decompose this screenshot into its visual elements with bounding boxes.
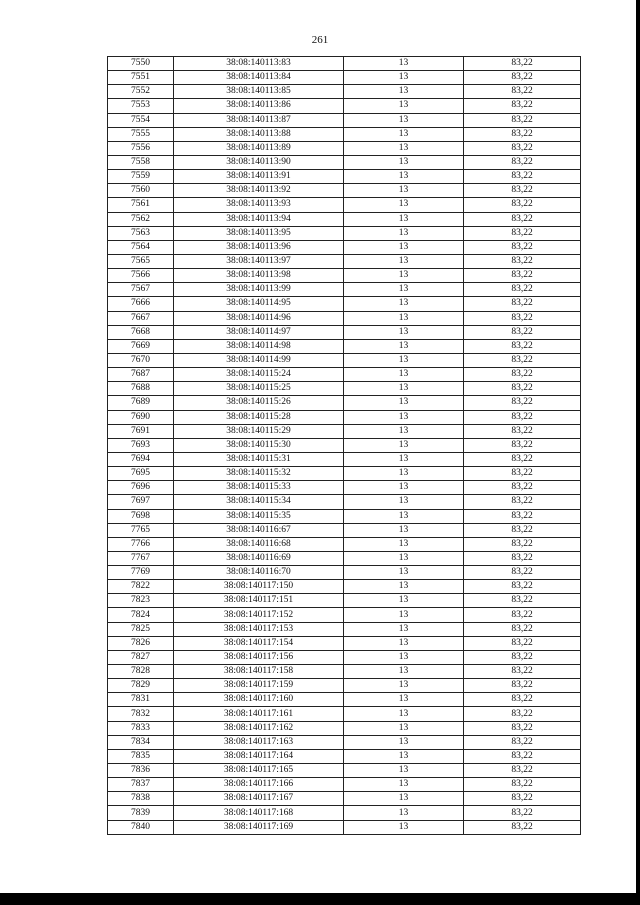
cadastral-number-cell: 38:08:140115:31 [174, 452, 344, 466]
count-cell: 13 [344, 99, 464, 113]
row-number-cell: 7668 [108, 325, 174, 339]
count-cell: 13 [344, 283, 464, 297]
table-row [108, 240, 581, 254]
row-number-cell: 7833 [108, 721, 174, 735]
area-cell: 83,22 [464, 184, 581, 198]
cadastral-number-cell: 38:08:140117:166 [174, 778, 344, 792]
table-row [108, 467, 581, 481]
row-number-cell: 7567 [108, 283, 174, 297]
area-cell: 83,22 [464, 636, 581, 650]
table-row [108, 283, 581, 297]
count-cell: 13 [344, 184, 464, 198]
cadastral-number-cell: 38:08:140116:68 [174, 537, 344, 551]
cadastral-number-cell: 38:08:140117:165 [174, 764, 344, 778]
area-cell: 83,22 [464, 778, 581, 792]
area-cell: 83,22 [464, 325, 581, 339]
table-row [108, 679, 581, 693]
table-row [108, 778, 581, 792]
table-row [108, 85, 581, 99]
count-cell: 13 [344, 551, 464, 565]
table-row [108, 382, 581, 396]
cadastral-number-cell: 38:08:140117:158 [174, 665, 344, 679]
row-number-cell: 7766 [108, 537, 174, 551]
area-cell: 83,22 [464, 495, 581, 509]
table-row [108, 438, 581, 452]
cadastral-number-cell: 38:08:140117:150 [174, 580, 344, 594]
area-cell: 83,22 [464, 382, 581, 396]
cadastral-number-cell: 38:08:140115:28 [174, 410, 344, 424]
area-cell: 83,22 [464, 311, 581, 325]
row-number-cell: 7835 [108, 749, 174, 763]
table-row [108, 566, 581, 580]
count-cell: 13 [344, 679, 464, 693]
cadastral-number-cell: 38:08:140115:25 [174, 382, 344, 396]
cadastral-number-cell: 38:08:140113:88 [174, 127, 344, 141]
table-row [108, 622, 581, 636]
count-cell: 13 [344, 438, 464, 452]
cadastral-number-cell: 38:08:140115:26 [174, 396, 344, 410]
area-cell: 83,22 [464, 594, 581, 608]
row-number-cell: 7829 [108, 679, 174, 693]
cadastral-number-cell: 38:08:140117:167 [174, 792, 344, 806]
count-cell: 13 [344, 71, 464, 85]
row-number-cell: 7562 [108, 212, 174, 226]
count-cell: 13 [344, 127, 464, 141]
cadastral-number-cell: 38:08:140113:99 [174, 283, 344, 297]
table-row [108, 509, 581, 523]
row-number-cell: 7695 [108, 467, 174, 481]
cadastral-number-cell: 38:08:140116:67 [174, 523, 344, 537]
cadastral-number-cell: 38:08:140115:29 [174, 424, 344, 438]
area-cell: 83,22 [464, 212, 581, 226]
cadastral-number-cell: 38:08:140114:98 [174, 339, 344, 353]
cadastral-number-cell: 38:08:140113:93 [174, 198, 344, 212]
count-cell: 13 [344, 113, 464, 127]
area-cell: 83,22 [464, 749, 581, 763]
area-cell: 83,22 [464, 155, 581, 169]
cadastral-number-cell: 38:08:140113:89 [174, 141, 344, 155]
cadastral-number-cell: 38:08:140113:92 [174, 184, 344, 198]
row-number-cell: 7839 [108, 806, 174, 820]
row-number-cell: 7555 [108, 127, 174, 141]
area-cell: 83,22 [464, 580, 581, 594]
count-cell: 13 [344, 396, 464, 410]
table-row [108, 452, 581, 466]
row-number-cell: 7825 [108, 622, 174, 636]
area-cell: 83,22 [464, 537, 581, 551]
count-cell: 13 [344, 481, 464, 495]
page-number: 261 [311, 34, 329, 46]
area-cell: 83,22 [464, 551, 581, 565]
scan-right-border [636, 0, 640, 905]
area-cell: 83,22 [464, 467, 581, 481]
row-number-cell: 7559 [108, 170, 174, 184]
area-cell: 83,22 [464, 721, 581, 735]
count-cell: 13 [344, 495, 464, 509]
cadastral-number-cell: 38:08:140117:160 [174, 693, 344, 707]
row-number-cell: 7670 [108, 353, 174, 367]
area-cell: 83,22 [464, 650, 581, 664]
table-row [108, 792, 581, 806]
count-cell: 13 [344, 764, 464, 778]
row-number-cell: 7690 [108, 410, 174, 424]
table-body [108, 57, 581, 835]
cadastral-number-cell: 38:08:140113:85 [174, 85, 344, 99]
count-cell: 13 [344, 240, 464, 254]
table-row [108, 297, 581, 311]
count-cell: 13 [344, 254, 464, 268]
table-row [108, 551, 581, 565]
count-cell: 13 [344, 523, 464, 537]
row-number-cell: 7767 [108, 551, 174, 565]
table-row [108, 764, 581, 778]
row-number-cell: 7687 [108, 368, 174, 382]
area-cell: 83,22 [464, 254, 581, 268]
table-row [108, 170, 581, 184]
area-cell: 83,22 [464, 523, 581, 537]
row-number-cell: 7666 [108, 297, 174, 311]
row-number-cell: 7667 [108, 311, 174, 325]
table-row [108, 311, 581, 325]
row-number-cell: 7823 [108, 594, 174, 608]
row-number-cell: 7838 [108, 792, 174, 806]
count-cell: 13 [344, 339, 464, 353]
count-cell: 13 [344, 170, 464, 184]
count-cell: 13 [344, 608, 464, 622]
count-cell: 13 [344, 735, 464, 749]
row-number-cell: 7551 [108, 71, 174, 85]
table-row [108, 594, 581, 608]
area-cell: 83,22 [464, 693, 581, 707]
area-cell: 83,22 [464, 283, 581, 297]
table-row [108, 608, 581, 622]
cadastral-number-cell: 38:08:140115:30 [174, 438, 344, 452]
area-cell: 83,22 [464, 396, 581, 410]
count-cell: 13 [344, 155, 464, 169]
cadastral-number-cell: 38:08:140117:154 [174, 636, 344, 650]
row-number-cell: 7566 [108, 269, 174, 283]
count-cell: 13 [344, 467, 464, 481]
area-cell: 83,22 [464, 566, 581, 580]
row-number-cell: 7698 [108, 509, 174, 523]
row-number-cell: 7824 [108, 608, 174, 622]
table-row [108, 721, 581, 735]
count-cell: 13 [344, 509, 464, 523]
row-number-cell: 7561 [108, 198, 174, 212]
cadastral-number-cell: 38:08:140113:95 [174, 226, 344, 240]
area-cell: 83,22 [464, 141, 581, 155]
count-cell: 13 [344, 806, 464, 820]
cadastral-number-cell: 38:08:140114:97 [174, 325, 344, 339]
table-row [108, 693, 581, 707]
area-cell: 83,22 [464, 608, 581, 622]
table-row [108, 339, 581, 353]
count-cell: 13 [344, 311, 464, 325]
area-cell: 83,22 [464, 438, 581, 452]
area-cell: 83,22 [464, 509, 581, 523]
area-cell: 83,22 [464, 410, 581, 424]
row-number-cell: 7691 [108, 424, 174, 438]
row-number-cell: 7827 [108, 650, 174, 664]
row-number-cell: 7550 [108, 57, 174, 71]
cadastral-number-cell: 38:08:140115:34 [174, 495, 344, 509]
row-number-cell: 7669 [108, 339, 174, 353]
row-number-cell: 7840 [108, 820, 174, 834]
area-cell: 83,22 [464, 735, 581, 749]
count-cell: 13 [344, 693, 464, 707]
count-cell: 13 [344, 212, 464, 226]
cadastral-number-cell: 38:08:140117:162 [174, 721, 344, 735]
cadastral-number-cell: 38:08:140115:33 [174, 481, 344, 495]
cadastral-number-cell: 38:08:140117:168 [174, 806, 344, 820]
cadastral-number-cell: 38:08:140113:87 [174, 113, 344, 127]
area-cell: 83,22 [464, 127, 581, 141]
area-cell: 83,22 [464, 622, 581, 636]
table-row [108, 749, 581, 763]
table-row [108, 523, 581, 537]
table-row [108, 636, 581, 650]
cadastral-number-cell: 38:08:140117:169 [174, 820, 344, 834]
cadastral-number-cell: 38:08:140113:94 [174, 212, 344, 226]
area-cell: 83,22 [464, 792, 581, 806]
count-cell: 13 [344, 820, 464, 834]
table-row [108, 254, 581, 268]
area-cell: 83,22 [464, 820, 581, 834]
area-cell: 83,22 [464, 679, 581, 693]
table-row [108, 495, 581, 509]
count-cell: 13 [344, 410, 464, 424]
cadastral-number-cell: 38:08:140114:95 [174, 297, 344, 311]
cadastral-number-cell: 38:08:140113:96 [174, 240, 344, 254]
cadastral-number-cell: 38:08:140115:32 [174, 467, 344, 481]
area-cell: 83,22 [464, 85, 581, 99]
row-number-cell: 7697 [108, 495, 174, 509]
count-cell: 13 [344, 325, 464, 339]
area-cell: 83,22 [464, 339, 581, 353]
area-cell: 83,22 [464, 353, 581, 367]
table-row [108, 99, 581, 113]
row-number-cell: 7563 [108, 226, 174, 240]
row-number-cell: 7552 [108, 85, 174, 99]
table-row [108, 368, 581, 382]
table-row [108, 665, 581, 679]
cadastral-number-cell: 38:08:140113:84 [174, 71, 344, 85]
count-cell: 13 [344, 566, 464, 580]
cadastral-number-cell: 38:08:140116:69 [174, 551, 344, 565]
row-number-cell: 7693 [108, 438, 174, 452]
table-row [108, 198, 581, 212]
count-cell: 13 [344, 382, 464, 396]
row-number-cell: 7688 [108, 382, 174, 396]
cadastral-number-cell: 38:08:140113:83 [174, 57, 344, 71]
row-number-cell: 7696 [108, 481, 174, 495]
area-cell: 83,22 [464, 297, 581, 311]
area-cell: 83,22 [464, 226, 581, 240]
count-cell: 13 [344, 707, 464, 721]
area-cell: 83,22 [464, 806, 581, 820]
count-cell: 13 [344, 353, 464, 367]
count-cell: 13 [344, 198, 464, 212]
row-number-cell: 7834 [108, 735, 174, 749]
row-number-cell: 7694 [108, 452, 174, 466]
area-cell: 83,22 [464, 113, 581, 127]
cadastral-number-cell: 38:08:140117:159 [174, 679, 344, 693]
area-cell: 83,22 [464, 764, 581, 778]
count-cell: 13 [344, 85, 464, 99]
table-row [108, 141, 581, 155]
table-row [108, 481, 581, 495]
area-cell: 83,22 [464, 452, 581, 466]
row-number-cell: 7564 [108, 240, 174, 254]
row-number-cell: 7553 [108, 99, 174, 113]
count-cell: 13 [344, 368, 464, 382]
cadastral-number-cell: 38:08:140113:86 [174, 99, 344, 113]
table-row [108, 806, 581, 820]
table-row [108, 184, 581, 198]
area-cell: 83,22 [464, 424, 581, 438]
cadastral-number-cell: 38:08:140117:153 [174, 622, 344, 636]
count-cell: 13 [344, 297, 464, 311]
row-number-cell: 7826 [108, 636, 174, 650]
area-cell: 83,22 [464, 481, 581, 495]
row-number-cell: 7565 [108, 254, 174, 268]
row-number-cell: 7769 [108, 566, 174, 580]
cadastral-number-cell: 38:08:140113:91 [174, 170, 344, 184]
cadastral-number-cell: 38:08:140116:70 [174, 566, 344, 580]
cadastral-number-cell: 38:08:140113:90 [174, 155, 344, 169]
table-row [108, 71, 581, 85]
area-cell: 83,22 [464, 240, 581, 254]
table-row [108, 707, 581, 721]
table-row [108, 127, 581, 141]
count-cell: 13 [344, 622, 464, 636]
cadastral-number-cell: 38:08:140117:152 [174, 608, 344, 622]
cadastral-number-cell: 38:08:140117:163 [174, 735, 344, 749]
table-row [108, 269, 581, 283]
count-cell: 13 [344, 778, 464, 792]
area-cell: 83,22 [464, 170, 581, 184]
count-cell: 13 [344, 636, 464, 650]
area-cell: 83,22 [464, 71, 581, 85]
table-row [108, 537, 581, 551]
table-row [108, 650, 581, 664]
count-cell: 13 [344, 792, 464, 806]
table-row [108, 155, 581, 169]
area-cell: 83,22 [464, 99, 581, 113]
area-cell: 83,22 [464, 57, 581, 71]
cadastral-number-cell: 38:08:140114:99 [174, 353, 344, 367]
table-row [108, 57, 581, 71]
row-number-cell: 7554 [108, 113, 174, 127]
table-row [108, 353, 581, 367]
count-cell: 13 [344, 141, 464, 155]
count-cell: 13 [344, 424, 464, 438]
table-row [108, 424, 581, 438]
count-cell: 13 [344, 57, 464, 71]
row-number-cell: 7556 [108, 141, 174, 155]
area-cell: 83,22 [464, 665, 581, 679]
cadastral-number-cell: 38:08:140115:35 [174, 509, 344, 523]
count-cell: 13 [344, 650, 464, 664]
area-cell: 83,22 [464, 368, 581, 382]
row-number-cell: 7560 [108, 184, 174, 198]
cadastral-number-cell: 38:08:140114:96 [174, 311, 344, 325]
area-cell: 83,22 [464, 707, 581, 721]
cadastral-number-cell: 38:08:140113:97 [174, 254, 344, 268]
cadastral-number-cell: 38:08:140115:24 [174, 368, 344, 382]
cadastral-number-cell: 38:08:140117:156 [174, 650, 344, 664]
area-cell: 83,22 [464, 198, 581, 212]
area-cell: 83,22 [464, 269, 581, 283]
count-cell: 13 [344, 452, 464, 466]
table-row [108, 580, 581, 594]
row-number-cell: 7837 [108, 778, 174, 792]
cadastral-table [107, 56, 581, 835]
row-number-cell: 7836 [108, 764, 174, 778]
row-number-cell: 7828 [108, 665, 174, 679]
table-row [108, 820, 581, 834]
row-number-cell: 7831 [108, 693, 174, 707]
count-cell: 13 [344, 665, 464, 679]
cadastral-number-cell: 38:08:140117:151 [174, 594, 344, 608]
table-row [108, 325, 581, 339]
scan-bottom-border [0, 893, 640, 905]
row-number-cell: 7558 [108, 155, 174, 169]
count-cell: 13 [344, 721, 464, 735]
table-row [108, 735, 581, 749]
count-cell: 13 [344, 594, 464, 608]
count-cell: 13 [344, 749, 464, 763]
row-number-cell: 7689 [108, 396, 174, 410]
cadastral-number-cell: 38:08:140117:161 [174, 707, 344, 721]
row-number-cell: 7832 [108, 707, 174, 721]
count-cell: 13 [344, 226, 464, 240]
row-number-cell: 7822 [108, 580, 174, 594]
cadastral-number-cell: 38:08:140117:164 [174, 749, 344, 763]
cadastral-number-cell: 38:08:140113:98 [174, 269, 344, 283]
row-number-cell: 7765 [108, 523, 174, 537]
table-row [108, 113, 581, 127]
count-cell: 13 [344, 580, 464, 594]
table-row [108, 396, 581, 410]
count-cell: 13 [344, 537, 464, 551]
table-row [108, 212, 581, 226]
table-row [108, 226, 581, 240]
count-cell: 13 [344, 269, 464, 283]
table-row [108, 410, 581, 424]
